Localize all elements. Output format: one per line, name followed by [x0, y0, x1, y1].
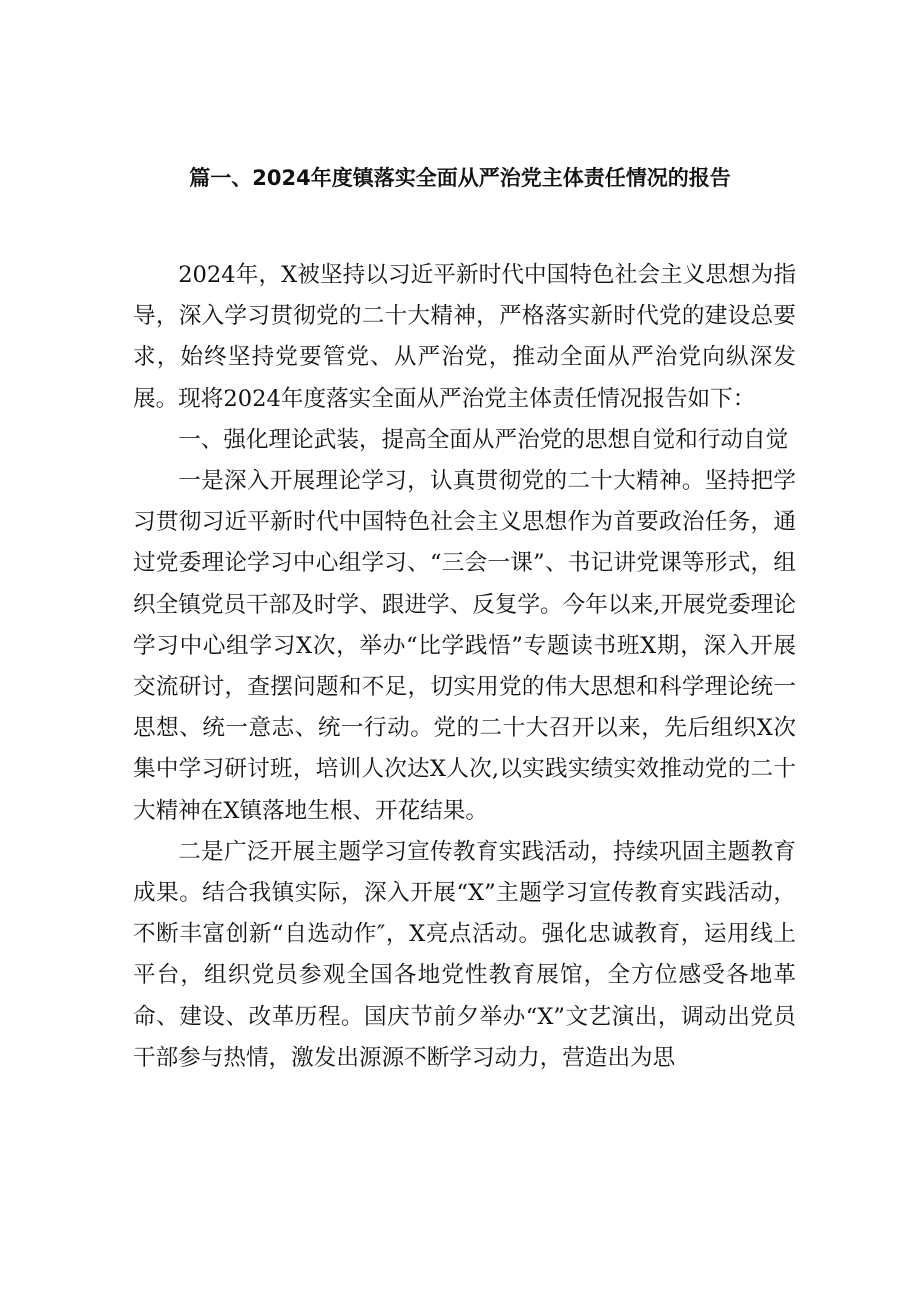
document-title: 篇一、2024年度镇落实全面从严治党主体责任情况的报告 [189, 166, 731, 190]
body-paragraph-2: 二是广泛开展主题学习宣传教育实践活动，持续巩固主题教育成果。结合我镇实际，深入开展“X”主题学习宣传教育实践活动，不断丰富创新“自选动作″，X亮点活动。强化忠诚教育，运用线上平台，组织党员参观全国各地党性教育展馆，全方位感受各地革命、建设、改革历程。国庆节前夕举办“X”文艺演出，调动出党员干部参与热情，激发出源源不断学习动力，营造出为思 [133, 838, 796, 1071]
section-heading-1: 一、强化理论武装，提高全面从严治党的思想自觉和行动自觉 [178, 426, 789, 453]
intro-paragraph: 2024年，X被坚持以习近平新时代中国特色社会主义思想为指导，深入学习贯彻党的二十大精神，严格落实新时代党的建设总要求，始终坚持党要管党、从严治党，推动全面从严治党向纵深发展。现将2024年度落实全面从严治党主体责任情况报告如下： [133, 262, 796, 412]
body-paragraph-1: 一是深入开展理论学习，认真贯彻党的二十大精神。坚持把学习贯彻习近平新时代中国特色社会主义思想作为首要政治任务，通过党委理论学习中心组学习、“三会一课”、书记讲党课等形式，组织全镇党员干部及时学、跟进学、反复学。今年以来,开展党委理论学习中心组学习X次，举办“比学践悟”专题读书班X期，深入开展交流研讨，查摆问题和不足，切实用党的伟大思想和科学理论统一思想、统一意志、统一行动。党的二十大召开以来，先后组织X次集中学习研讨班，培训人次达X人次,以实践实绩实效推动党的二十大精神在X镇落地生根、开花结果。 [133, 468, 796, 824]
document-body [133, 255, 796, 1079]
